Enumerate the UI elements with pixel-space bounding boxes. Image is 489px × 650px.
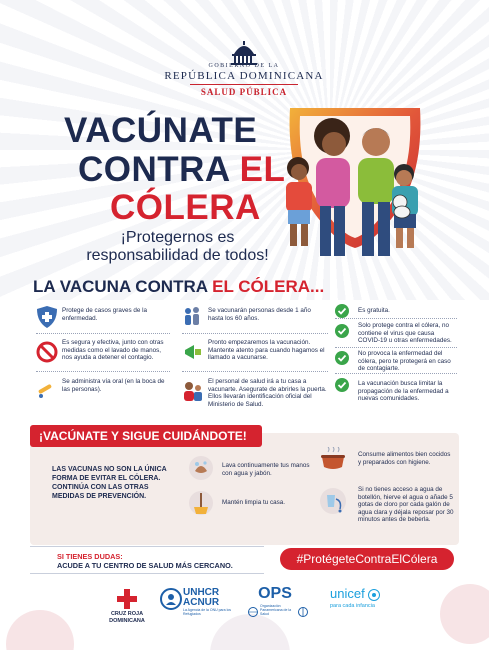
tip-clean-house: Mantén limpia tu casa. — [222, 499, 285, 506]
title-line-2 — [78, 150, 285, 190]
prevention-bold-text: LAS VACUNAS NO SON LA ÚNICA FORMA DE EVITAR EL CÓLERA. CONTINÚA CON LAS OTRAS MEDIDAS DE PREVENCIÓN. — [52, 466, 167, 500]
check-icon — [335, 304, 349, 318]
people-icon — [182, 305, 204, 327]
gov-line-2: REPÚBLICA DOMINICANA — [164, 70, 324, 82]
acnur-text: ACNUR — [183, 597, 220, 608]
dudas-line-2: ACUDE A TU CENTRO DE SALUD MÁS CERCANO. — [57, 561, 233, 570]
footer-decoration — [0, 574, 489, 650]
title-line-3: CÓLERA — [110, 188, 261, 227]
hand-wash-icon — [188, 455, 214, 481]
water-pour-icon — [318, 487, 348, 515]
unicef-globe-icon — [368, 588, 380, 600]
section-heading-b: EL CÓLERA... — [212, 277, 325, 296]
tip-water: Si no tienes acceso a agua de botellón, hierve el agua o añade 5 gotas de cloro por cada galón de agua clara y déjala reposar por 30 minutos antes de beberla. — [358, 486, 454, 524]
col3-item3: No provoca la enfermedad del cólera, pero te protegerá en caso de contagiarte. — [358, 350, 451, 373]
ops-logo: OPS — [258, 585, 292, 602]
col1-item3: Se administra vía oral (en la boca de las personas). — [62, 378, 165, 393]
cruz-roja-line-1: CRUZ ROJA — [110, 611, 144, 617]
who-emblem-icon — [298, 604, 308, 614]
tip-cook-food: Consume alimentos bien cocidos y preparados con higiene. — [358, 451, 451, 466]
unhcr-tagline: La Agencia de la ONU para los Refugiados — [183, 608, 232, 616]
col2-item3: El personal de salud irá a tu casa a vacunarte. Asegurate de abrirles la puerta. Ellos llevarán identificación oficial del Ministerio de Salud. — [208, 378, 327, 408]
cooking-pot-icon — [318, 447, 348, 471]
col1-item2: Es segura y efectiva, junto con otras medidas como el lavado de manos, nos ayuda a detener el contagio. — [62, 339, 164, 362]
col3-divider-1 — [335, 318, 457, 319]
check-icon — [335, 351, 349, 365]
title-line-1: VACÚNATE — [64, 111, 258, 150]
ops-tagline: Organización Panamericana de la Salud — [260, 604, 292, 616]
title-line-2-a: CONTRA — [78, 150, 240, 189]
oral-drop-icon — [36, 377, 58, 399]
col1-divider-1 — [36, 333, 170, 334]
megaphone-icon — [182, 341, 204, 363]
check-icon — [335, 324, 349, 338]
unhcr-text: UNHCR — [183, 587, 220, 598]
title-line-2-b: EL — [239, 150, 286, 189]
col3-item4: La vacunación busca limitar la propagación de la enfermedad a nuevas comunidades. — [358, 380, 449, 403]
unicef-text: unicef — [330, 586, 365, 601]
cruz-roja-line-2: DOMINICANA — [109, 618, 145, 624]
red-cross-icon — [116, 588, 138, 610]
col2-divider-1 — [182, 333, 328, 334]
col2-item2: Pronto empezaremos la vacunación. Mantente atento para cuando hagamos el llamado a vacunarse. — [208, 339, 325, 362]
col1-item1: Protege de casos graves de la enfermedad. — [62, 307, 148, 322]
shield-icon — [36, 305, 58, 327]
gov-line-1: GOBIERNO DE LA — [208, 63, 280, 69]
col2-item1: Se vacunarán personas desde 1 año hasta los 60 años. — [208, 307, 311, 322]
subtitle-line-1: ¡Protegernos es — [120, 229, 235, 246]
col1-divider-2 — [36, 371, 170, 372]
section-heading — [33, 277, 324, 297]
dudas-line-1: SI TIENES DUDAS: — [57, 552, 123, 561]
hashtag-pill: #ProtégeteContraElCólera — [280, 548, 454, 570]
family-shield-illustration — [272, 98, 438, 266]
section-heading-a: LA VACUNA CONTRA — [33, 277, 213, 296]
subtitle-line-2: responsabilidad de todos! — [86, 247, 269, 264]
prevention-banner: ¡VACÚNATE Y SIGUE CUIDÁNDOTE! — [30, 425, 262, 447]
no-sign-icon — [36, 341, 58, 363]
col3-item2: Solo protege contra el cólera, no contiene el virus que causa COVID-19 u otras enfermedades. — [358, 322, 452, 345]
col3-divider-3 — [335, 373, 457, 374]
clean-house-icon — [188, 490, 214, 516]
col2-divider-2 — [182, 371, 328, 372]
col3-divider-2 — [335, 347, 457, 348]
who-globe-icon — [248, 604, 258, 614]
health-worker-icon — [182, 380, 204, 402]
gov-line-3: SALUD PÚBLICA — [200, 87, 288, 97]
unhcr-logo-icon — [160, 588, 182, 610]
unicef-tagline: para cada infancia — [330, 603, 375, 609]
gov-divider — [190, 84, 298, 85]
check-icon — [335, 378, 349, 392]
tip-wash-hands: Lava continuamente tus manos con agua y jabón. — [222, 462, 310, 477]
col3-item1: Es gratuita. — [358, 307, 390, 314]
